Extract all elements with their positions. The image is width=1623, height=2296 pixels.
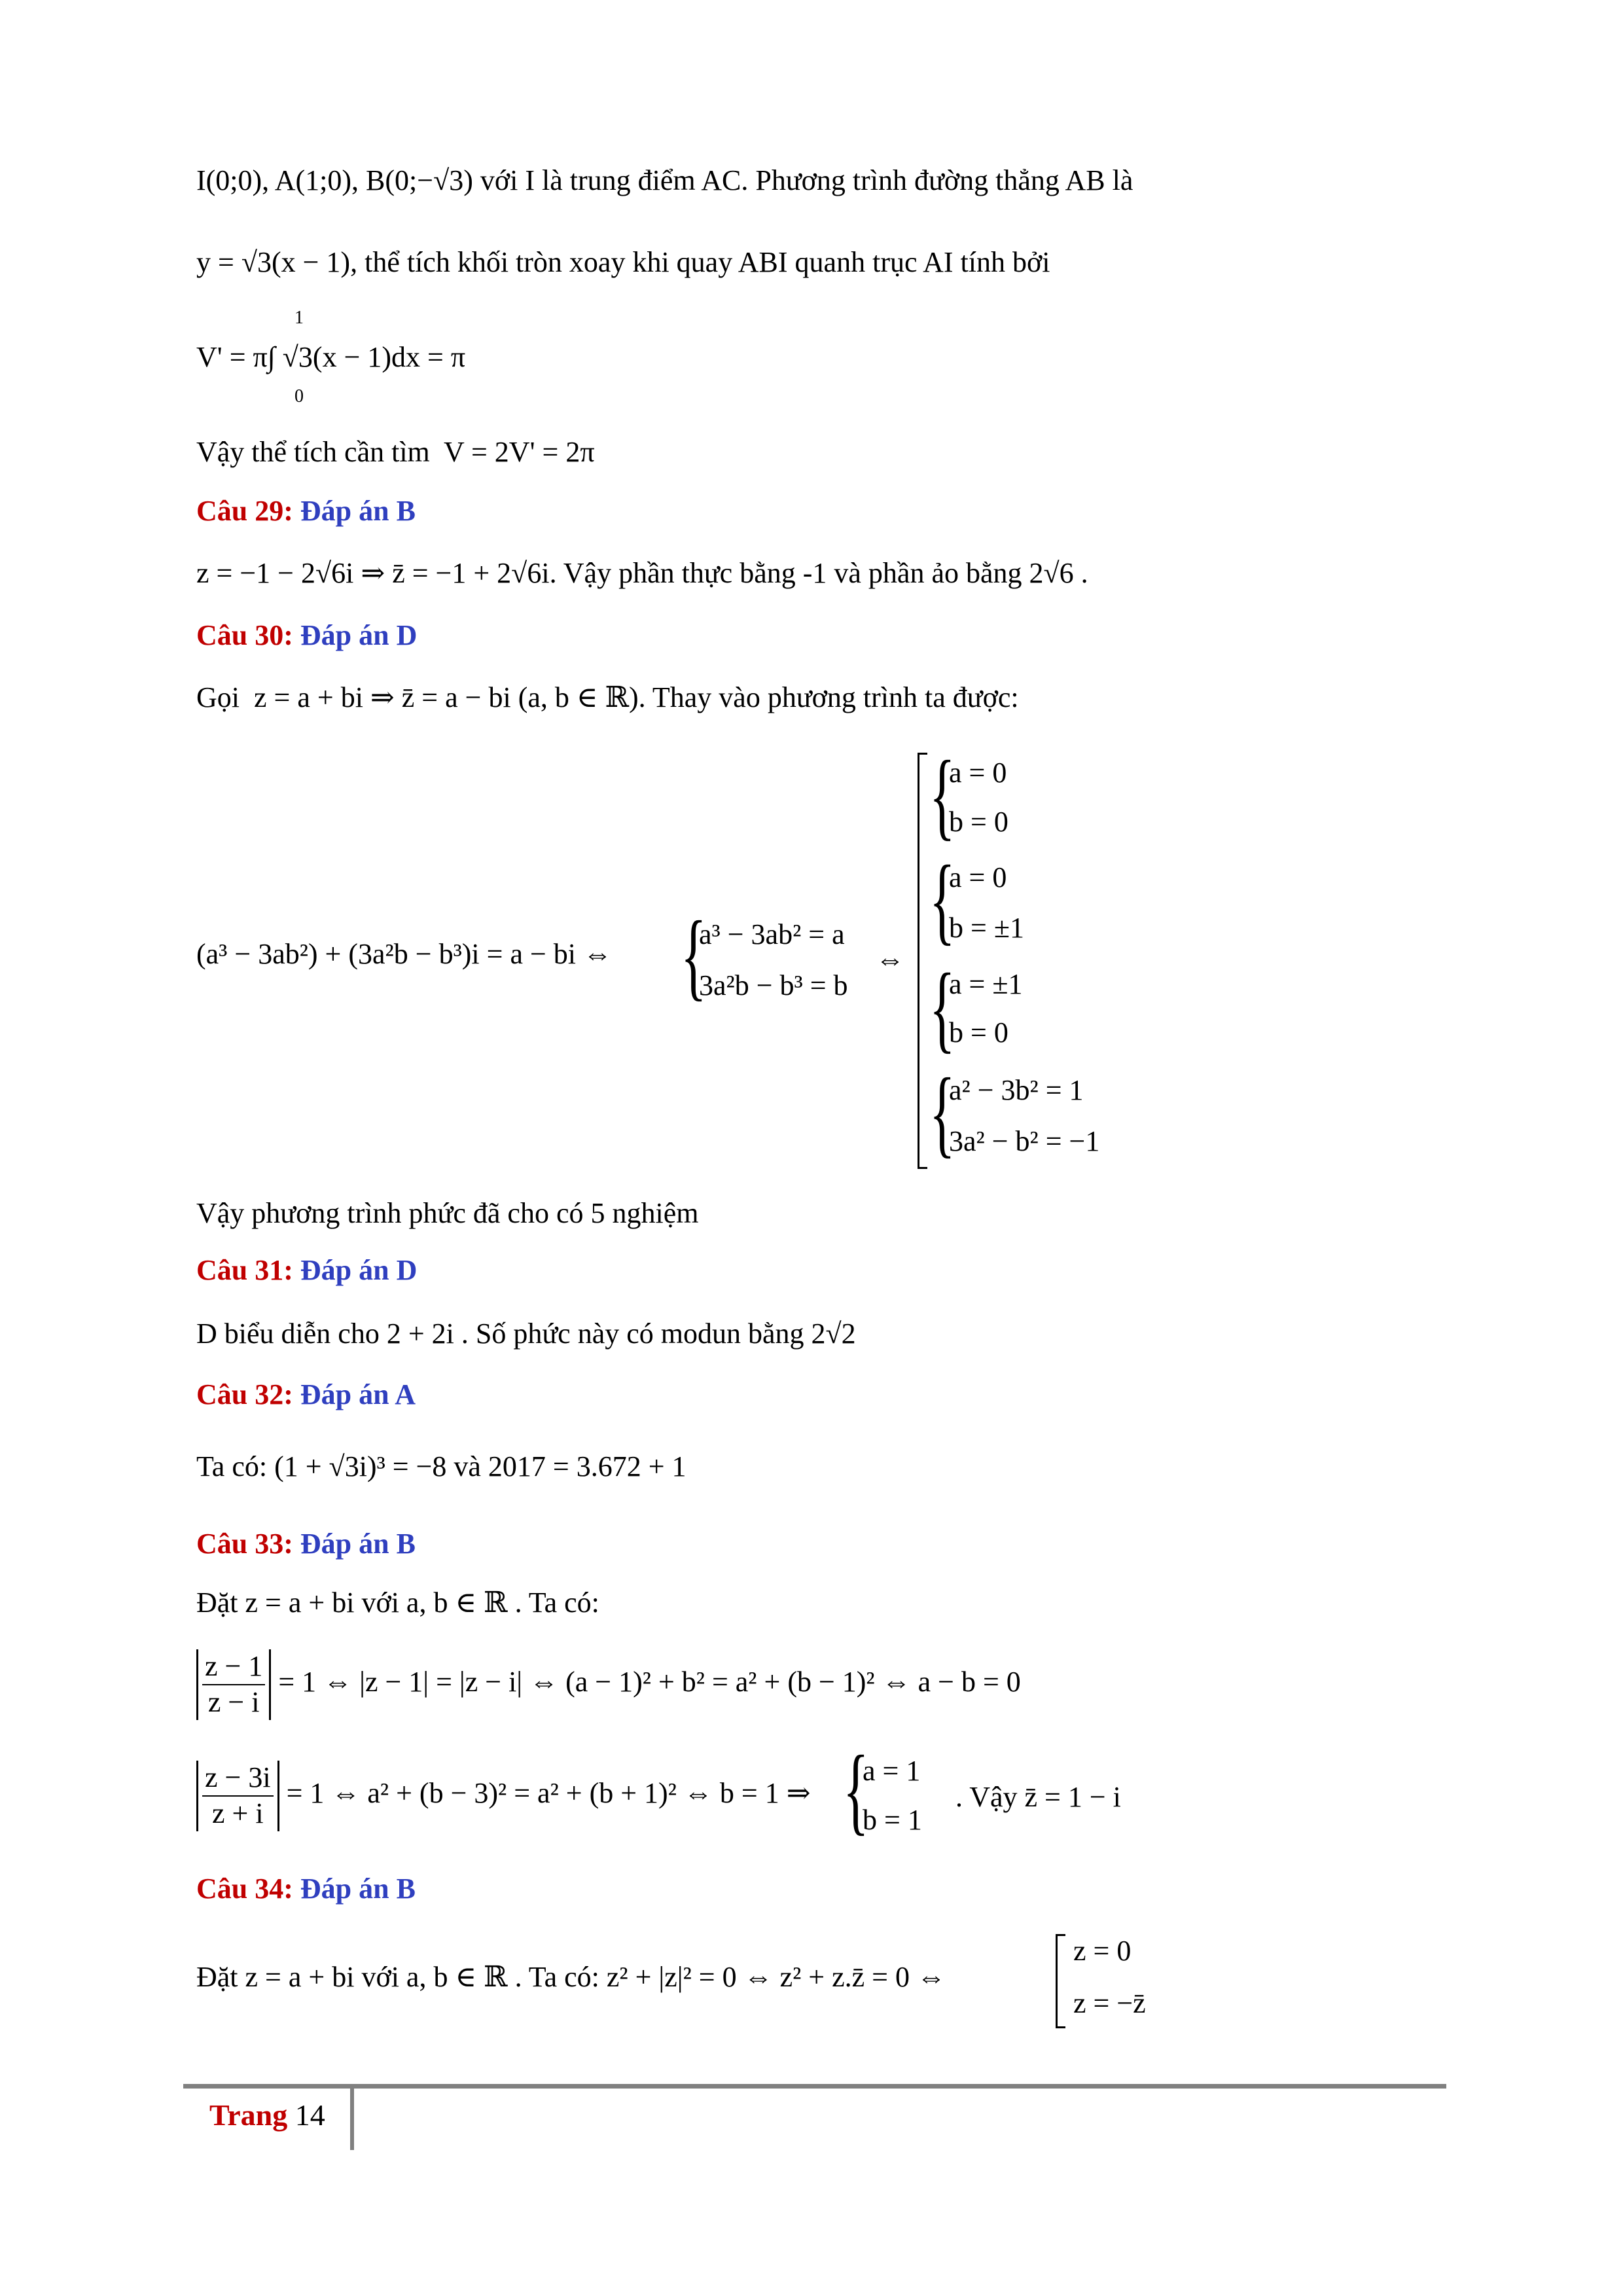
case-2-b: b = ±1 (949, 912, 1024, 944)
line-coordinates: I(0;0), A(1;0), B(0;−√3) với I là trung điểm AC. Phương trình đường thẳng AB là (196, 164, 1133, 196)
text-substitute: . Thay vào phương trình ta được: (638, 681, 1019, 713)
text-volume-intro: , thể tích khối tròn xoay khi quay ABI quanh trục AI tính bởi (350, 246, 1050, 278)
line-cau-29 (196, 556, 1088, 591)
line-cau-33-eq2 (196, 1761, 811, 1831)
brace-case-2: { (929, 846, 955, 954)
text-cau-29: . Vậy phần thực bằng -1 và phần ảo bằng 2√6 . (549, 557, 1088, 589)
case-2-a: a = 0 (949, 861, 1007, 893)
line-cau-33-eq1 (196, 1649, 1021, 1720)
math-cau-29: z = −1 − 2√6i ⇒ z̄ = −1 + 2√6i (196, 557, 550, 589)
cau-34-case-2: z = −z̄ (1073, 1987, 1146, 2019)
cau-33-sys-b: b = 1 (863, 1804, 922, 1836)
case-1-a: a = 0 (949, 757, 1007, 789)
math-ab-equation: y = √3(x − 1) (196, 246, 351, 278)
line-cau-34: Đặt z = a + bi với a, b ∈ ℝ . Ta có: z² + |z|² = 0 ⇔ z² + z.z̄ = 0 ⇔ (196, 1961, 946, 1993)
heading-cau-30: Câu 30: Đáp án D (196, 619, 418, 651)
brace-case-4: { (929, 1058, 955, 1167)
cau-33-sys-a: a = 1 (863, 1755, 921, 1787)
eq2-rest: = 1 ⇔ a² + (b − 3)² = a² + (b + 1)² ⇔ b = 1 ⇒ (286, 1776, 811, 1809)
equiv-symbol: ⇔ (876, 943, 904, 975)
brace-case-1: { (929, 741, 955, 850)
line-cau-33-intro: Đặt z = a + bi với a, b ∈ ℝ . Ta có: (196, 1587, 599, 1619)
system-1-eq2: 3a²b − b³ = b (699, 969, 848, 1001)
cau-33-conclusion: . Vậy z̄ = 1 − i (955, 1781, 1121, 1813)
heading-cau-32: Câu 32: Đáp án A (196, 1378, 416, 1410)
line-cau-31: D biểu diễn cho 2 + 2i . Số phức này có modun bằng 2√2 (196, 1318, 856, 1350)
heading-cau-31: Câu 31: Đáp án D (196, 1254, 418, 1286)
line-cau-32: Ta có: (1 + √3i)³ = −8 và 2017 = 3.672 + 1 (196, 1450, 687, 1482)
case-3-a: a = ±1 (949, 968, 1023, 1000)
footer-rule (183, 2084, 1446, 2089)
frac-2-num: z − 3i (202, 1761, 274, 1797)
equation-cubic: (a³ − 3ab²) + (3a²b − b³)i = a − bi ⇔ (196, 938, 613, 970)
text-goi: Gọi (196, 681, 240, 713)
line-ab-equation (196, 245, 1050, 280)
brace-system-1: { (681, 901, 707, 1010)
heading-cau-29: Câu 29: Đáp án B (196, 495, 416, 527)
cau-34-case-1: z = 0 (1073, 1935, 1132, 1967)
integral-lower-limit: 0 (294, 386, 304, 406)
footer-divider (350, 2089, 354, 2150)
math-volume: V = 2V' = 2π (444, 436, 595, 468)
line-integral: V' = π∫ √3(x − 1)dx = π (196, 341, 466, 373)
case-4-a: a² − 3b² = 1 (949, 1074, 1084, 1106)
frac-2-den: z + i (212, 1797, 264, 1829)
case-3-b: b = 0 (949, 1016, 1008, 1049)
page-footer (209, 2098, 325, 2132)
text-volume: Vậy thể tích cần tìm (196, 436, 430, 468)
page-number: 14 (294, 2098, 325, 2132)
case-4-b: 3a² − b² = −1 (949, 1125, 1100, 1157)
bracket-cau-34 (1056, 1934, 1065, 2028)
math-substitution: z = a + bi ⇒ z̄ = a − bi (a, b ∈ ℝ) (254, 681, 639, 713)
eq1-rest: = 1 ⇔ |z − 1| = |z − i| ⇔ (a − 1)² + b² = a² + (b − 1)² ⇔ a − b = 0 (278, 1665, 1021, 1698)
footer-label: Trang (209, 2098, 288, 2132)
integral-upper-limit: 1 (294, 308, 304, 328)
line-cau-30-intro (196, 681, 1019, 715)
heading-cau-34: Câu 34: Đáp án B (196, 1873, 416, 1905)
line-cau-30-result: Vậy phương trình phức đã cho có 5 nghiệm (196, 1197, 699, 1229)
bracket-cases (918, 753, 927, 1169)
case-1-b: b = 0 (949, 806, 1008, 838)
heading-cau-33: Câu 33: Đáp án B (196, 1528, 416, 1560)
brace-cau-33: { (843, 1736, 869, 1844)
frac-1-num: z − 1 (202, 1649, 265, 1685)
line-volume-result (196, 435, 595, 470)
system-1-eq1: a³ − 3ab² = a (699, 918, 845, 950)
frac-1-den: z − i (207, 1685, 260, 1718)
brace-case-3: { (929, 954, 955, 1062)
